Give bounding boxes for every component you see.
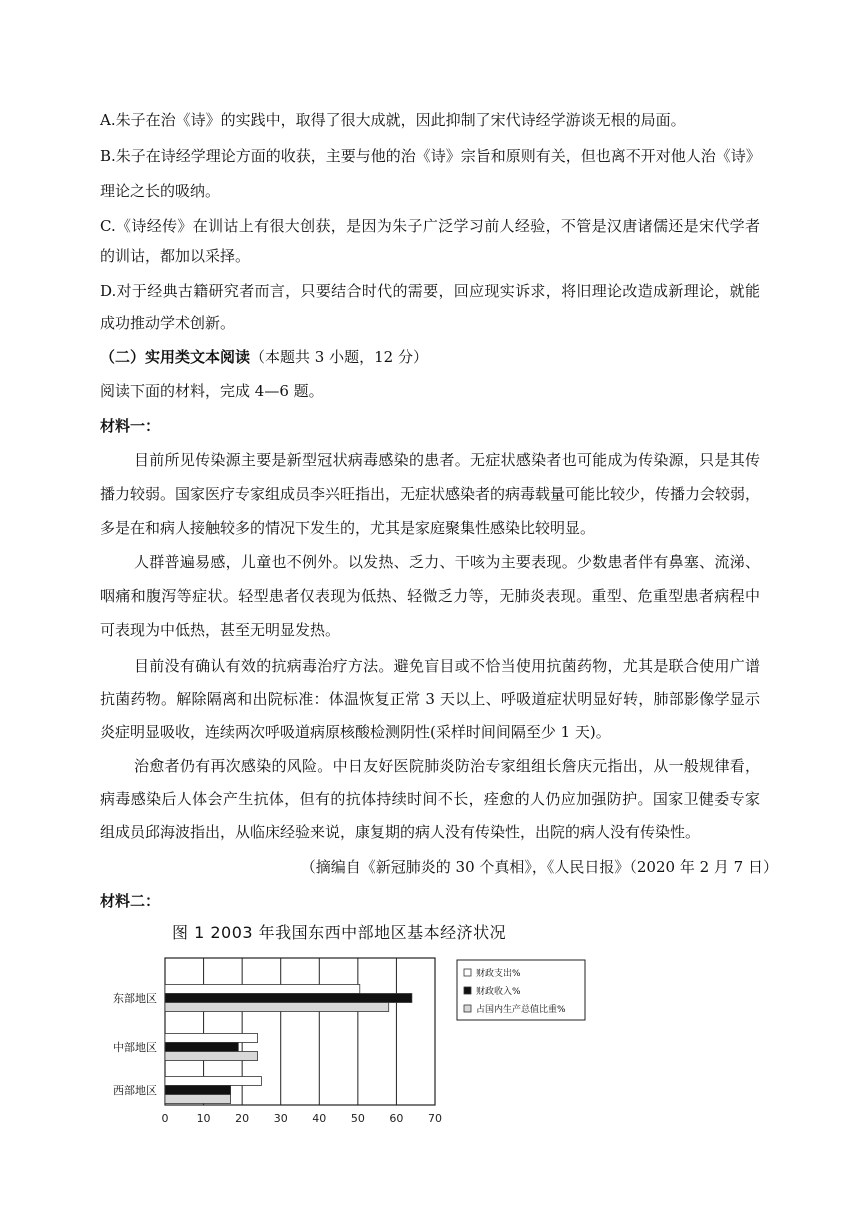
option-b-line-1: B.朱子在诗经学理论方面的收获，主要与他的治《诗》宗旨和原则有关，但也离不开对他人治《诗》 bbox=[100, 147, 761, 165]
section-heading-title: （二）实用类文本阅读 bbox=[100, 348, 251, 366]
material-1-line: 目前没有确认有效的抗病毒治疗方法。避免盲目或不恰当使用抗菌药物，尤其是联合使用广谱 bbox=[134, 657, 760, 675]
category-label: 中部地区 bbox=[113, 1041, 157, 1054]
material-1-line: 炎症明显吸收，连续两次呼吸道病原核酸检测阴性(采样时间间隔至少 1 天)。 bbox=[100, 723, 611, 741]
material-1-line: 抗菌药物。解除隔离和出院标准：体温恢复正常 3 天以上、呼吸道症状明显好转，肺部影像学显示 bbox=[100, 690, 760, 708]
bar bbox=[165, 994, 412, 1003]
material-2-label: 材料二： bbox=[100, 892, 161, 910]
chart-title: 图 1 2003 年我国东西中部地区基本经济状况 bbox=[172, 923, 507, 942]
legend-swatch bbox=[464, 1005, 471, 1012]
x-tick-label: 20 bbox=[235, 1112, 250, 1125]
bar bbox=[165, 1077, 261, 1086]
material-1-line: 组成员邱海波指出，从临床经验来说，康复期的病人没有传染性，出院的病人没有传染性。 bbox=[100, 823, 701, 841]
option-c-line-1: C.《诗经传》在训诂上有很大创获，是因为朱子广泛学习前人经验，不管是汉唐诸儒还是宋代学者 bbox=[100, 217, 760, 235]
option-a: A.朱子在治《诗》的实践中，取得了很大成就，因此抑制了宋代诗经学游谈无根的局面。 bbox=[100, 111, 686, 129]
x-tick-label: 40 bbox=[312, 1112, 327, 1125]
material-1-line: 多是在和病人接触较多的情况下发生的，尤其是家庭聚集性感染比较明显。 bbox=[100, 519, 596, 537]
bar bbox=[165, 1086, 231, 1095]
material-1-line: 人群普遍易感，儿童也不例外。以发热、乏力、干咳为主要表现。少数患者伴有鼻塞、流涕、 bbox=[134, 553, 760, 571]
material-1-label: 材料一： bbox=[100, 417, 161, 435]
bar bbox=[165, 985, 360, 994]
material-1-source: （摘编自《新冠肺炎的 30 个真相》，《人民日报》（2020 年 2 月 7 日） bbox=[300, 858, 778, 876]
bar bbox=[165, 1095, 231, 1104]
legend-swatch bbox=[464, 987, 471, 994]
material-1-line: 播力较弱。国家医疗专家组成员李兴旺指出，无症状感染者的病毒载量可能比较少，传播力会较弱， bbox=[100, 485, 761, 503]
material-1-line: 病毒感染后人体会产生抗体，但有的抗体持续时间不长，痊愈的人仍应加强防护。国家卫健委专家 bbox=[100, 790, 760, 808]
x-tick-label: 0 bbox=[161, 1112, 169, 1125]
x-tick-label: 50 bbox=[350, 1112, 365, 1125]
option-b-line-2: 理论之长的吸纳。 bbox=[100, 182, 221, 200]
legend-label: 占国内生产总值比重% bbox=[476, 1005, 566, 1015]
x-tick-label: 10 bbox=[196, 1112, 211, 1125]
category-label: 西部地区 bbox=[113, 1084, 157, 1097]
option-c-line-2: 的训诂，都加以采择。 bbox=[100, 247, 251, 265]
material-1-line: 目前所见传染源主要是新型冠状病毒感染的患者。无症状感染者也可能成为传染源，只是其传 bbox=[134, 451, 760, 469]
option-d-line-1: D.对于经典古籍研究者而言，只要结合时代的需要，回应现实诉求，将旧理论改造成新理论，就能 bbox=[100, 282, 760, 300]
section-instruction: 阅读下面的材料，完成 4—6 题。 bbox=[100, 382, 324, 400]
material-1-line: 治愈者仍有再次感染的风险。中日友好医院肺炎防治专家组组长詹庆元指出，从一般规律看， bbox=[134, 757, 760, 775]
x-tick-label: 70 bbox=[428, 1112, 442, 1125]
bar bbox=[165, 1034, 258, 1043]
legend-swatch bbox=[464, 969, 471, 976]
bar-chart bbox=[95, 950, 595, 1140]
material-1-line: 咽痛和腹泻等症状。轻型患者仅表现为低热、轻微乏力等，无肺炎表现。重型、危重型患者病程中 bbox=[100, 587, 760, 605]
x-tick-label: 60 bbox=[389, 1112, 404, 1125]
category-label: 东部地区 bbox=[113, 992, 157, 1005]
legend-label: 财政收入% bbox=[476, 987, 521, 997]
legend-label: 财政支出% bbox=[476, 969, 521, 979]
section-heading bbox=[100, 347, 760, 367]
bar bbox=[165, 1052, 258, 1061]
bar bbox=[165, 1003, 389, 1012]
material-1-line: 可表现为中低热，甚至无明显发热。 bbox=[100, 621, 341, 639]
option-d-line-2: 成功推动学术创新。 bbox=[100, 314, 236, 332]
section-heading-note: （本题共 3 小题，12 分） bbox=[250, 348, 428, 366]
x-tick-label: 30 bbox=[273, 1112, 288, 1125]
bar bbox=[165, 1043, 238, 1052]
